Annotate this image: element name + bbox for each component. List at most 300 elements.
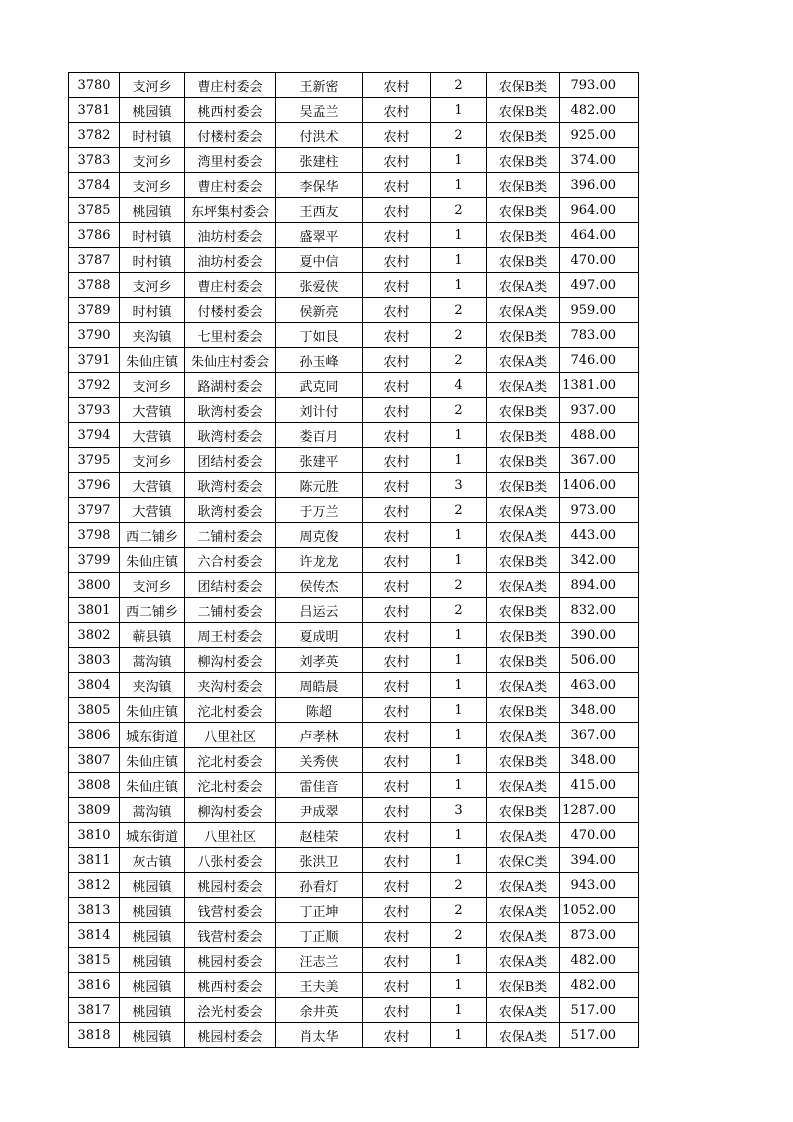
cell-persons: 1 (431, 98, 487, 123)
cell-name: 盛翠平 (276, 223, 363, 248)
table-row (69, 423, 639, 448)
cell-no: 3801 (69, 598, 120, 623)
table-row (69, 448, 639, 473)
cell-amount: 959.00 (560, 298, 639, 323)
cell-town: 蕲县镇 (120, 623, 185, 648)
cell-no: 3787 (69, 248, 120, 273)
cell-village: 耿湾村委会 (185, 473, 276, 498)
cell-name: 丁正坤 (276, 898, 363, 923)
cell-town: 桃园镇 (120, 973, 185, 998)
cell-town: 桃园镇 (120, 898, 185, 923)
table-row (69, 773, 639, 798)
cell-amount: 463.00 (560, 673, 639, 698)
cell-name: 周克俊 (276, 523, 363, 548)
cell-village: 耿湾村委会 (185, 423, 276, 448)
cell-town: 蒿沟镇 (120, 798, 185, 823)
cell-amount: 390.00 (560, 623, 639, 648)
cell-area: 农村 (363, 273, 431, 298)
cell-persons: 1 (431, 723, 487, 748)
cell-area: 农村 (363, 923, 431, 948)
relief-roster-table (68, 72, 639, 1048)
cell-amount: 943.00 (560, 873, 639, 898)
cell-category: 农保A类 (487, 348, 560, 373)
cell-no: 3808 (69, 773, 120, 798)
cell-area: 农村 (363, 98, 431, 123)
table-row (69, 648, 639, 673)
cell-no: 3797 (69, 498, 120, 523)
cell-persons: 1 (431, 523, 487, 548)
cell-area: 农村 (363, 398, 431, 423)
cell-town: 桃园镇 (120, 98, 185, 123)
cell-category: 农保B类 (487, 698, 560, 723)
cell-area: 农村 (363, 73, 431, 98)
cell-persons: 1 (431, 223, 487, 248)
cell-persons: 2 (431, 923, 487, 948)
cell-no: 3806 (69, 723, 120, 748)
cell-town: 支河乡 (120, 373, 185, 398)
cell-persons: 1 (431, 173, 487, 198)
cell-village: 桃西村委会 (185, 973, 276, 998)
cell-village: 东坪集村委会 (185, 198, 276, 223)
cell-amount: 832.00 (560, 598, 639, 623)
cell-area: 农村 (363, 823, 431, 848)
table-row (69, 998, 639, 1023)
cell-name: 张建平 (276, 448, 363, 473)
cell-category: 农保B类 (487, 248, 560, 273)
cell-category: 农保A类 (487, 373, 560, 398)
cell-amount: 396.00 (560, 173, 639, 198)
cell-no: 3807 (69, 748, 120, 773)
cell-village: 桃园村委会 (185, 1023, 276, 1048)
cell-persons: 2 (431, 598, 487, 623)
cell-village: 团结村委会 (185, 573, 276, 598)
cell-persons: 1 (431, 423, 487, 448)
cell-village: 曹庄村委会 (185, 273, 276, 298)
table-row (69, 723, 639, 748)
cell-persons: 1 (431, 548, 487, 573)
table-row (69, 148, 639, 173)
cell-town: 支河乡 (120, 73, 185, 98)
cell-category: 农保B类 (487, 123, 560, 148)
table-row (69, 73, 639, 98)
cell-persons: 1 (431, 973, 487, 998)
cell-persons: 2 (431, 398, 487, 423)
cell-category: 农保B类 (487, 223, 560, 248)
cell-name: 于万兰 (276, 498, 363, 523)
cell-amount: 793.00 (560, 73, 639, 98)
cell-name: 丁正顺 (276, 923, 363, 948)
cell-no: 3792 (69, 373, 120, 398)
cell-no: 3781 (69, 98, 120, 123)
cell-amount: 367.00 (560, 448, 639, 473)
cell-persons: 1 (431, 248, 487, 273)
cell-no: 3804 (69, 673, 120, 698)
cell-category: 农保C类 (487, 848, 560, 873)
cell-persons: 1 (431, 998, 487, 1023)
cell-area: 农村 (363, 898, 431, 923)
cell-name: 吕运云 (276, 598, 363, 623)
cell-name: 李保华 (276, 173, 363, 198)
cell-category: 农保B类 (487, 398, 560, 423)
cell-area: 农村 (363, 348, 431, 373)
cell-no: 3785 (69, 198, 120, 223)
cell-name: 许龙龙 (276, 548, 363, 573)
cell-no: 3811 (69, 848, 120, 873)
cell-category: 农保B类 (487, 98, 560, 123)
cell-area: 农村 (363, 748, 431, 773)
table-row (69, 973, 639, 998)
cell-no: 3816 (69, 973, 120, 998)
cell-village: 柳沟村委会 (185, 648, 276, 673)
cell-amount: 488.00 (560, 423, 639, 448)
cell-category: 农保A类 (487, 1023, 560, 1048)
cell-name: 刘孝英 (276, 648, 363, 673)
cell-category: 农保B类 (487, 323, 560, 348)
cell-town: 朱仙庄镇 (120, 548, 185, 573)
table-row (69, 348, 639, 373)
cell-area: 农村 (363, 298, 431, 323)
cell-town: 大营镇 (120, 498, 185, 523)
cell-area: 农村 (363, 673, 431, 698)
cell-amount: 482.00 (560, 948, 639, 973)
cell-village: 六合村委会 (185, 548, 276, 573)
cell-persons: 1 (431, 273, 487, 298)
cell-name: 孙看灯 (276, 873, 363, 898)
cell-area: 农村 (363, 123, 431, 148)
cell-name: 周皓晨 (276, 673, 363, 698)
cell-name: 尹成翠 (276, 798, 363, 823)
cell-amount: 470.00 (560, 248, 639, 273)
cell-name: 张洪卫 (276, 848, 363, 873)
cell-village: 柳沟村委会 (185, 798, 276, 823)
cell-amount: 342.00 (560, 548, 639, 573)
cell-no: 3780 (69, 73, 120, 98)
cell-town: 时村镇 (120, 123, 185, 148)
cell-name: 肖太华 (276, 1023, 363, 1048)
cell-category: 农保B类 (487, 473, 560, 498)
cell-town: 时村镇 (120, 248, 185, 273)
cell-no: 3784 (69, 173, 120, 198)
cell-persons: 4 (431, 373, 487, 398)
table-row (69, 948, 639, 973)
cell-category: 农保A类 (487, 998, 560, 1023)
table-row (69, 323, 639, 348)
cell-no: 3818 (69, 1023, 120, 1048)
cell-town: 大营镇 (120, 398, 185, 423)
cell-amount: 937.00 (560, 398, 639, 423)
cell-area: 农村 (363, 173, 431, 198)
cell-category: 农保A类 (487, 298, 560, 323)
table-row (69, 798, 639, 823)
cell-village: 团结村委会 (185, 448, 276, 473)
cell-persons: 2 (431, 323, 487, 348)
cell-town: 时村镇 (120, 298, 185, 323)
cell-amount: 348.00 (560, 748, 639, 773)
cell-category: 农保B类 (487, 73, 560, 98)
cell-name: 武克同 (276, 373, 363, 398)
cell-persons: 2 (431, 573, 487, 598)
cell-category: 农保B类 (487, 423, 560, 448)
cell-amount: 894.00 (560, 573, 639, 598)
cell-town: 桃园镇 (120, 948, 185, 973)
cell-persons: 2 (431, 348, 487, 373)
cell-village: 浍光村委会 (185, 998, 276, 1023)
cell-category: 农保B类 (487, 648, 560, 673)
cell-village: 沱北村委会 (185, 773, 276, 798)
cell-no: 3798 (69, 523, 120, 548)
cell-village: 七里村委会 (185, 323, 276, 348)
cell-amount: 1406.00 (560, 473, 639, 498)
cell-area: 农村 (363, 773, 431, 798)
cell-persons: 2 (431, 898, 487, 923)
cell-persons: 2 (431, 498, 487, 523)
table-row (69, 523, 639, 548)
cell-amount: 348.00 (560, 698, 639, 723)
cell-town: 支河乡 (120, 573, 185, 598)
cell-category: 农保B类 (487, 598, 560, 623)
table-row (69, 248, 639, 273)
table-row (69, 898, 639, 923)
table-row (69, 623, 639, 648)
cell-village: 油坊村委会 (185, 248, 276, 273)
cell-town: 桃园镇 (120, 1023, 185, 1048)
cell-area: 农村 (363, 498, 431, 523)
table-row (69, 673, 639, 698)
cell-name: 丁如艮 (276, 323, 363, 348)
cell-area: 农村 (363, 1023, 431, 1048)
cell-persons: 2 (431, 73, 487, 98)
cell-amount: 925.00 (560, 123, 639, 148)
cell-town: 城东街道 (120, 723, 185, 748)
cell-no: 3813 (69, 898, 120, 923)
cell-town: 朱仙庄镇 (120, 773, 185, 798)
cell-amount: 517.00 (560, 1023, 639, 1048)
cell-town: 桃园镇 (120, 998, 185, 1023)
cell-area: 农村 (363, 648, 431, 673)
cell-amount: 1287.00 (560, 798, 639, 823)
cell-no: 3794 (69, 423, 120, 448)
cell-category: 农保A类 (487, 723, 560, 748)
cell-no: 3802 (69, 623, 120, 648)
cell-persons: 1 (431, 823, 487, 848)
cell-town: 蒿沟镇 (120, 648, 185, 673)
cell-amount: 783.00 (560, 323, 639, 348)
cell-name: 王新密 (276, 73, 363, 98)
cell-persons: 3 (431, 473, 487, 498)
cell-village: 桃西村委会 (185, 98, 276, 123)
cell-village: 湾里村委会 (185, 148, 276, 173)
cell-name: 卢孝林 (276, 723, 363, 748)
table-row (69, 1023, 639, 1048)
cell-category: 农保A类 (487, 873, 560, 898)
cell-category: 农保B类 (487, 448, 560, 473)
cell-area: 农村 (363, 223, 431, 248)
cell-no: 3796 (69, 473, 120, 498)
table-row (69, 923, 639, 948)
cell-persons: 1 (431, 948, 487, 973)
cell-no: 3803 (69, 648, 120, 673)
cell-category: 农保B类 (487, 173, 560, 198)
cell-persons: 2 (431, 123, 487, 148)
table-body (69, 73, 639, 1048)
cell-amount: 367.00 (560, 723, 639, 748)
cell-town: 朱仙庄镇 (120, 348, 185, 373)
cell-village: 路湖村委会 (185, 373, 276, 398)
cell-amount: 746.00 (560, 348, 639, 373)
table-row (69, 473, 639, 498)
cell-name: 侯传杰 (276, 573, 363, 598)
cell-amount: 506.00 (560, 648, 639, 673)
cell-persons: 1 (431, 148, 487, 173)
cell-village: 钱营村委会 (185, 898, 276, 923)
cell-persons: 1 (431, 773, 487, 798)
cell-town: 大营镇 (120, 473, 185, 498)
cell-no: 3783 (69, 148, 120, 173)
cell-name: 娄百月 (276, 423, 363, 448)
cell-village: 周王村委会 (185, 623, 276, 648)
cell-name: 汪志兰 (276, 948, 363, 973)
cell-no: 3799 (69, 548, 120, 573)
cell-name: 侯新亮 (276, 298, 363, 323)
cell-town: 朱仙庄镇 (120, 698, 185, 723)
cell-village: 二铺村委会 (185, 523, 276, 548)
table-row (69, 598, 639, 623)
cell-area: 农村 (363, 623, 431, 648)
cell-category: 农保B类 (487, 548, 560, 573)
cell-category: 农保B类 (487, 623, 560, 648)
cell-persons: 1 (431, 748, 487, 773)
cell-town: 桃园镇 (120, 198, 185, 223)
cell-name: 付洪术 (276, 123, 363, 148)
cell-no: 3791 (69, 348, 120, 373)
cell-category: 农保A类 (487, 923, 560, 948)
cell-category: 农保A类 (487, 498, 560, 523)
cell-area: 农村 (363, 423, 431, 448)
cell-area: 农村 (363, 248, 431, 273)
cell-category: 农保B类 (487, 798, 560, 823)
cell-village: 八张村委会 (185, 848, 276, 873)
table-row (69, 123, 639, 148)
cell-town: 西二铺乡 (120, 598, 185, 623)
cell-no: 3815 (69, 948, 120, 973)
cell-category: 农保B类 (487, 748, 560, 773)
cell-area: 农村 (363, 548, 431, 573)
cell-area: 农村 (363, 998, 431, 1023)
cell-town: 桃园镇 (120, 873, 185, 898)
cell-town: 西二铺乡 (120, 523, 185, 548)
cell-name: 王西友 (276, 198, 363, 223)
cell-village: 夹沟村委会 (185, 673, 276, 698)
cell-amount: 464.00 (560, 223, 639, 248)
cell-no: 3793 (69, 398, 120, 423)
cell-category: 农保A类 (487, 273, 560, 298)
cell-area: 农村 (363, 148, 431, 173)
table-row (69, 273, 639, 298)
cell-area: 农村 (363, 848, 431, 873)
cell-village: 曹庄村委会 (185, 173, 276, 198)
cell-category: 农保B类 (487, 148, 560, 173)
cell-name: 余井英 (276, 998, 363, 1023)
cell-town: 桃园镇 (120, 923, 185, 948)
cell-town: 大营镇 (120, 423, 185, 448)
cell-no: 3795 (69, 448, 120, 473)
cell-persons: 1 (431, 1023, 487, 1048)
cell-no: 3817 (69, 998, 120, 1023)
cell-village: 付楼村委会 (185, 298, 276, 323)
cell-town: 支河乡 (120, 273, 185, 298)
cell-amount: 873.00 (560, 923, 639, 948)
cell-village: 八里社区 (185, 723, 276, 748)
cell-area: 农村 (363, 873, 431, 898)
cell-category: 农保A类 (487, 773, 560, 798)
cell-persons: 1 (431, 623, 487, 648)
cell-area: 农村 (363, 948, 431, 973)
cell-persons: 2 (431, 198, 487, 223)
table-row (69, 398, 639, 423)
cell-village: 二铺村委会 (185, 598, 276, 623)
cell-amount: 1052.00 (560, 898, 639, 923)
cell-persons: 2 (431, 873, 487, 898)
cell-town: 时村镇 (120, 223, 185, 248)
cell-amount: 374.00 (560, 148, 639, 173)
cell-village: 付楼村委会 (185, 123, 276, 148)
cell-amount: 1381.00 (560, 373, 639, 398)
cell-name: 夏中信 (276, 248, 363, 273)
cell-amount: 415.00 (560, 773, 639, 798)
cell-village: 桃园村委会 (185, 948, 276, 973)
cell-town: 支河乡 (120, 448, 185, 473)
cell-name: 张建柱 (276, 148, 363, 173)
cell-no: 3788 (69, 273, 120, 298)
cell-name: 张爱侠 (276, 273, 363, 298)
cell-area: 农村 (363, 373, 431, 398)
cell-persons: 1 (431, 698, 487, 723)
cell-village: 沱北村委会 (185, 698, 276, 723)
table-row (69, 873, 639, 898)
cell-town: 灰古镇 (120, 848, 185, 873)
cell-village: 朱仙庄村委会 (185, 348, 276, 373)
cell-town: 夹沟镇 (120, 673, 185, 698)
table-row (69, 548, 639, 573)
cell-name: 王夫美 (276, 973, 363, 998)
cell-area: 农村 (363, 523, 431, 548)
cell-town: 支河乡 (120, 148, 185, 173)
table-row (69, 848, 639, 873)
cell-area: 农村 (363, 973, 431, 998)
cell-no: 3786 (69, 223, 120, 248)
cell-village: 桃园村委会 (185, 873, 276, 898)
table-row (69, 748, 639, 773)
cell-no: 3809 (69, 798, 120, 823)
cell-village: 沱北村委会 (185, 748, 276, 773)
cell-village: 钱营村委会 (185, 923, 276, 948)
cell-name: 刘计付 (276, 398, 363, 423)
cell-persons: 3 (431, 798, 487, 823)
cell-no: 3800 (69, 573, 120, 598)
cell-town: 朱仙庄镇 (120, 748, 185, 773)
cell-area: 农村 (363, 198, 431, 223)
cell-name: 陈元胜 (276, 473, 363, 498)
cell-amount: 394.00 (560, 848, 639, 873)
cell-town: 城东街道 (120, 823, 185, 848)
cell-amount: 482.00 (560, 973, 639, 998)
cell-name: 陈超 (276, 698, 363, 723)
cell-area: 农村 (363, 698, 431, 723)
cell-no: 3805 (69, 698, 120, 723)
cell-category: 农保A类 (487, 823, 560, 848)
cell-name: 吴孟兰 (276, 98, 363, 123)
cell-area: 农村 (363, 598, 431, 623)
